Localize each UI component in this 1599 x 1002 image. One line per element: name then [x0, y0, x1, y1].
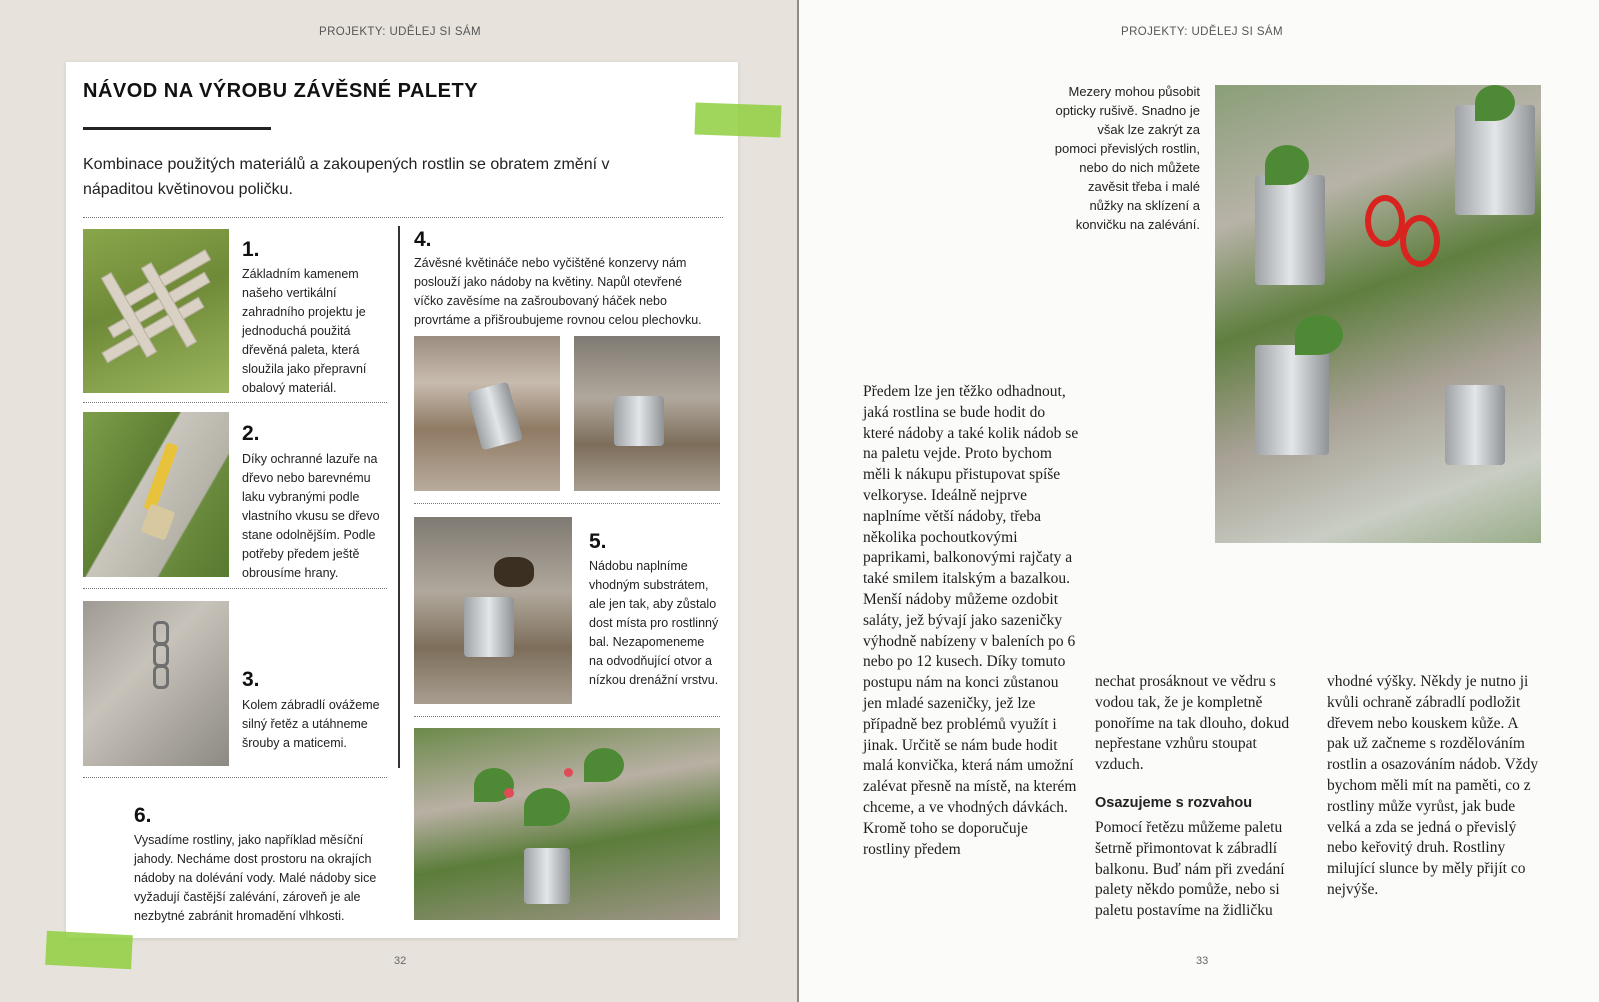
body-column-1: Předem lze jen těžko odhadnout, jaká rostlina se bude hodit do které nádoby a také kolik nádob se na paletu vejde. Proto bychom měli k nákupu přistupovat spíše velkoryse. Ideálně nejprve naplníme větší nádoby, třeba několika pochoutkovými paprikami, balkonovými rajčaty a také smilem italským a bazalkou. Menší nádoby můžeme ozdobit saláty, jež bývají jako sazeničky výhodně nabízeny v baleních po 6 nebo po 12 kusech. Díky tomuto postupu nám na konci zůstanou jen mladé sazeničky, jež lze případně bez problémů využít i jinak. Určitě se nám bude hodit malá konvička, která nám umožní zalévat přesně na místě, na kterém chceme, a ve vhodných dávkách. Kromě toho se doporučuje rostliny předem — [863, 383, 1079, 858]
photo-step-2-painting — [83, 412, 229, 577]
running-head-left: PROJEKTY: UDĚLEJ SI SÁM — [319, 26, 481, 38]
photo-hanging-pallet-garden — [1215, 85, 1541, 543]
divider-step-1 — [83, 402, 387, 403]
step-3-text: Kolem zábradlí ovážeme silný řetěz a utáhneme šrouby a maticemi. — [242, 698, 380, 750]
step-4-number: 4. — [414, 228, 432, 251]
body-column-3: vhodné výšky. Někdy je nutno ji kvůli ochraně zábradlí podložit dřevem nebo kouskem kůže. A pak už začneme s rozdělováním rostlin a osazováním nádob. Vždy bychom měli mít na paměti, co z rostliny může vyrůst, jak bude velká a zda se jedná o převislý nebo keřovitý druh. Rostliny milující slunce by měly přijít co nejvýše. — [1327, 673, 1539, 898]
step-2-text: Díky ochranné lazuře na dřevo nebo barevnému laku vybranými podle vlastního vkusu se dřevo stane odolnějším. Podle potřeby předem ještě obrousíme hrany. — [242, 452, 380, 580]
page-number-right: 33 — [1196, 955, 1209, 967]
body-column-2-bottom: Pomocí řetězu můžeme paletu šetrně přimontovat k zábradlí balkonu. Buď nám při zvedání palety někdo pomůže, nebo si paletu postavíme na židličku — [1095, 819, 1285, 920]
photo-step-4-screwing — [574, 336, 720, 491]
step-3-number: 3. — [242, 668, 260, 691]
photo-step-4-can-lid — [414, 336, 560, 491]
divider-step-5 — [414, 716, 720, 717]
step-2-number: 2. — [242, 422, 260, 445]
intro-text: Kombinace použitých materiálů a zakoupených rostlin se obratem změní v nápaditou květinovou poličku. — [83, 156, 610, 198]
title-underline — [83, 127, 271, 130]
photo-step-3-chain — [83, 601, 229, 766]
step-6-text: Vysadíme rostliny, jako například měsíční jahody. Necháme dost prostoru na okrajích nádoby na dolévání vody. Malé nádoby sice vyžadují častější zalévání, zároveň je ale nezbytné zabránit hromadění vlhkosti. — [134, 833, 377, 923]
divider-step-3 — [83, 777, 387, 778]
step-1-number: 1. — [242, 238, 260, 261]
divider-step-2 — [83, 588, 387, 589]
photo-step-6-strawberries — [414, 728, 720, 920]
divider-step-4 — [414, 503, 720, 504]
photo-step-5-filling — [414, 517, 572, 704]
green-tape-top — [694, 103, 781, 138]
photo-step-1-pallet — [83, 229, 229, 393]
green-tape-bottom — [45, 931, 133, 969]
page-number-left: 32 — [394, 955, 407, 967]
photo-caption: Mezery mohou působit opticky rušivě. Snadno je však lze zakrýt za pomoci převislých rostlin, nebo do nich můžete zavěsit třeba i malé nůžky na sklízení a konvičku na zalévání. — [1054, 84, 1200, 232]
step-5-text: Nádobu naplníme vhodným substrátem, ale jen tak, aby zůstalo dost místa pro rostlinný bal. Nezapomeneme na odvodňující otvor a nízkou drenážní vrstvu. — [589, 559, 719, 687]
section-subheading: Osazujeme s rozvahou — [1095, 795, 1253, 811]
running-head-right: PROJEKTY: UDĚLEJ SI SÁM — [1121, 26, 1283, 38]
page-title: NÁVOD NA VÝROBU ZÁVĚSNÉ PALETY — [83, 80, 479, 102]
step-6-number: 6. — [134, 804, 152, 827]
step-5-number: 5. — [589, 530, 607, 553]
step-4-text: Závěsné květináče nebo vyčištěné konzervy nám poslouží jako nádoby na květiny. Napůl otevřené víčko zavěsíme na zašroubovaný háček nebo provrtáme a přišroubujeme rovnou celou plechovku. — [414, 256, 702, 327]
body-column-2-top: nechat prosáknout ve vědru s vodou tak, že je kompletně ponoříme na tak dlouho, dokud nepřestane vzhůru stoupat vzduch. — [1095, 673, 1290, 774]
divider-intro — [83, 217, 723, 218]
column-divider — [398, 226, 400, 768]
step-1-text: Základním kamenem našeho vertikální zahradního projektu je jednoduchá použitá dřevěná paleta, která sloužila jako přepravní obalový materiál. — [242, 267, 367, 395]
